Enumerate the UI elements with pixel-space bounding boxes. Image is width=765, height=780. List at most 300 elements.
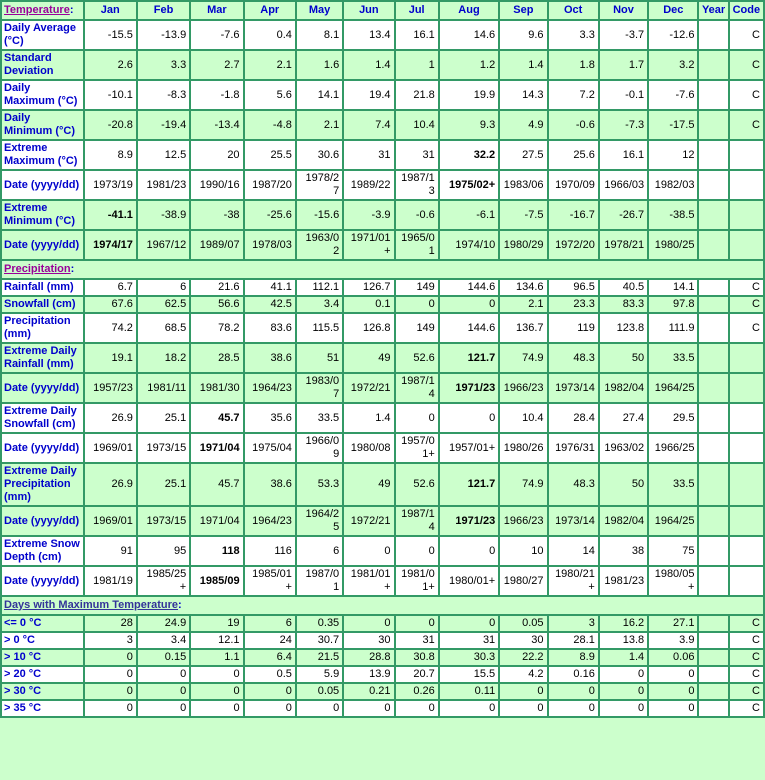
table-row xyxy=(1,632,764,649)
value-cell: 1972/20 xyxy=(548,230,599,260)
value-cell: 1985/09 xyxy=(190,566,243,596)
value-cell: -41.1 xyxy=(84,200,137,230)
value-cell: 6 xyxy=(296,536,343,566)
value-cell: 21.6 xyxy=(190,279,243,296)
year-cell xyxy=(698,20,728,50)
value-cell: 144.6 xyxy=(439,313,499,343)
value-cell: 1964/23 xyxy=(244,373,296,403)
value-cell: 13.4 xyxy=(343,20,394,50)
value-cell: 1978/21 xyxy=(599,230,648,260)
row-label: Precipitation (mm) xyxy=(1,313,84,343)
value-cell: 7.2 xyxy=(548,80,599,110)
column-header-aug: Aug xyxy=(439,1,499,20)
value-cell: 40.5 xyxy=(599,279,648,296)
value-cell: 1981/30 xyxy=(190,373,243,403)
value-cell: 116 xyxy=(244,536,296,566)
value-cell: 24.9 xyxy=(137,615,190,632)
value-cell: 97.8 xyxy=(648,296,698,313)
row-label: Snowfall (cm) xyxy=(1,296,84,313)
value-cell: 0 xyxy=(244,683,296,700)
year-cell xyxy=(698,140,728,170)
value-cell: 30.6 xyxy=(296,140,343,170)
row-label: Daily Maximum (°C) xyxy=(1,80,84,110)
value-cell: 1981/01+ xyxy=(395,566,439,596)
row-label: Extreme Daily Snowfall (cm) xyxy=(1,403,84,433)
code-cell xyxy=(729,463,764,506)
value-cell: 53.3 xyxy=(296,463,343,506)
value-cell: 25.1 xyxy=(137,463,190,506)
value-cell: 0 xyxy=(599,700,648,717)
value-cell: 0.11 xyxy=(439,683,499,700)
table-row xyxy=(1,313,764,343)
value-cell: 83.6 xyxy=(244,313,296,343)
value-cell: 1981/19 xyxy=(84,566,137,596)
value-cell: 9.3 xyxy=(439,110,499,140)
value-cell: 52.6 xyxy=(395,463,439,506)
value-cell: 0 xyxy=(439,296,499,313)
value-cell: 49 xyxy=(343,463,394,506)
row-label: Extreme Minimum (°C) xyxy=(1,200,84,230)
table-row xyxy=(1,50,764,80)
value-cell: -4.8 xyxy=(244,110,296,140)
column-header-mar: Mar xyxy=(190,1,243,20)
value-cell: 50 xyxy=(599,463,648,506)
table-row xyxy=(1,615,764,632)
value-cell: 62.5 xyxy=(137,296,190,313)
value-cell: 1980/08 xyxy=(343,433,394,463)
value-cell: 1985/25+ xyxy=(137,566,190,596)
value-cell: -13.9 xyxy=(137,20,190,50)
table-row xyxy=(1,666,764,683)
code-cell xyxy=(729,200,764,230)
value-cell: 0 xyxy=(439,403,499,433)
value-cell: 95 xyxy=(137,536,190,566)
value-cell: -0.6 xyxy=(395,200,439,230)
value-cell: 29.5 xyxy=(648,403,698,433)
value-cell: 3 xyxy=(84,632,137,649)
row-label: > 30 °C xyxy=(1,683,84,700)
value-cell: 1974/10 xyxy=(439,230,499,260)
value-cell: 45.7 xyxy=(190,403,243,433)
value-cell: 14.3 xyxy=(499,80,547,110)
value-cell: 1980/29 xyxy=(499,230,547,260)
table-row xyxy=(1,170,764,200)
value-cell: 8.9 xyxy=(84,140,137,170)
value-cell: 0 xyxy=(548,700,599,717)
year-cell xyxy=(698,649,728,666)
value-cell: 9.6 xyxy=(499,20,547,50)
value-cell: 3.4 xyxy=(296,296,343,313)
value-cell: 30 xyxy=(343,632,394,649)
value-cell: 1980/01+ xyxy=(439,566,499,596)
value-cell: 14 xyxy=(548,536,599,566)
value-cell: 2.1 xyxy=(296,110,343,140)
column-header-nov: Nov xyxy=(599,1,648,20)
year-cell xyxy=(698,403,728,433)
value-cell: 1.6 xyxy=(296,50,343,80)
value-cell: 1980/27 xyxy=(499,566,547,596)
value-cell: -10.1 xyxy=(84,80,137,110)
value-cell: 52.6 xyxy=(395,343,439,373)
code-cell xyxy=(729,433,764,463)
year-cell xyxy=(698,700,728,717)
code-cell xyxy=(729,566,764,596)
value-cell: 10 xyxy=(499,536,547,566)
value-cell: -8.3 xyxy=(137,80,190,110)
value-cell: 49 xyxy=(343,343,394,373)
column-header-sep: Sep xyxy=(499,1,547,20)
value-cell: -3.7 xyxy=(599,20,648,50)
value-cell: 1.2 xyxy=(439,50,499,80)
value-cell: 75 xyxy=(648,536,698,566)
row-label: Date (yyyy/dd) xyxy=(1,566,84,596)
value-cell: 1981/11 xyxy=(137,373,190,403)
value-cell: 56.6 xyxy=(190,296,243,313)
code-cell xyxy=(729,373,764,403)
value-cell: 0 xyxy=(439,536,499,566)
value-cell: 1969/01 xyxy=(84,433,137,463)
value-cell: 19 xyxy=(190,615,243,632)
code-cell xyxy=(729,403,764,433)
table-row xyxy=(1,403,764,433)
value-cell: -19.4 xyxy=(137,110,190,140)
table-row xyxy=(1,566,764,596)
value-cell: 1975/02+ xyxy=(439,170,499,200)
value-cell: 1989/22 xyxy=(343,170,394,200)
value-cell: 134.6 xyxy=(499,279,547,296)
value-cell: 1971/23 xyxy=(439,506,499,536)
value-cell: 0.35 xyxy=(296,615,343,632)
value-cell: 19.1 xyxy=(84,343,137,373)
value-cell: 45.7 xyxy=(190,463,243,506)
value-cell: 126.7 xyxy=(343,279,394,296)
section-header-cell xyxy=(1,596,764,615)
column-header-code: Code xyxy=(729,1,764,20)
code-cell xyxy=(729,536,764,566)
row-label: Rainfall (mm) xyxy=(1,279,84,296)
value-cell: 25.1 xyxy=(137,403,190,433)
table-row xyxy=(1,683,764,700)
value-cell: 33.5 xyxy=(648,343,698,373)
year-cell xyxy=(698,615,728,632)
value-cell: 4.2 xyxy=(499,666,547,683)
section-link-temperature[interactable]: Temperature xyxy=(4,4,70,16)
value-cell: 20.7 xyxy=(395,666,439,683)
value-cell: 1964/25 xyxy=(296,506,343,536)
value-cell: 0 xyxy=(499,700,547,717)
value-cell: 0.21 xyxy=(343,683,394,700)
row-label: Date (yyyy/dd) xyxy=(1,373,84,403)
code-cell: C xyxy=(729,279,764,296)
value-cell: 0 xyxy=(548,683,599,700)
value-cell: 1.1 xyxy=(190,649,243,666)
value-cell: 1 xyxy=(395,50,439,80)
column-header-dec: Dec xyxy=(648,1,698,20)
code-cell: C xyxy=(729,313,764,343)
year-cell xyxy=(698,313,728,343)
value-cell: 1980/26 xyxy=(499,433,547,463)
value-cell: 0.4 xyxy=(244,20,296,50)
value-cell: 1983/06 xyxy=(499,170,547,200)
value-cell: 13.8 xyxy=(599,632,648,649)
table-row xyxy=(1,343,764,373)
value-cell: 14.1 xyxy=(296,80,343,110)
value-cell: 31 xyxy=(395,632,439,649)
value-cell: 0 xyxy=(190,666,243,683)
row-label: Extreme Daily Rainfall (mm) xyxy=(1,343,84,373)
table-row xyxy=(1,296,764,313)
value-cell: 1972/21 xyxy=(343,506,394,536)
value-cell: 25.6 xyxy=(548,140,599,170)
section-header-cell xyxy=(1,260,764,279)
value-cell: 1981/23 xyxy=(137,170,190,200)
row-label: <= 0 °C xyxy=(1,615,84,632)
value-cell: 0 xyxy=(84,700,137,717)
value-cell: -17.5 xyxy=(648,110,698,140)
value-cell: 28.4 xyxy=(548,403,599,433)
code-cell: C xyxy=(729,296,764,313)
year-cell xyxy=(698,666,728,683)
year-cell xyxy=(698,343,728,373)
value-cell: -15.6 xyxy=(296,200,343,230)
row-label: Date (yyyy/dd) xyxy=(1,230,84,260)
value-cell: -26.7 xyxy=(599,200,648,230)
value-cell: 1976/31 xyxy=(548,433,599,463)
value-cell: 1971/04 xyxy=(190,506,243,536)
column-header-jun: Jun xyxy=(343,1,394,20)
value-cell: 111.9 xyxy=(648,313,698,343)
value-cell: 14.6 xyxy=(439,20,499,50)
value-cell: 8.9 xyxy=(548,649,599,666)
column-header-jul: Jul xyxy=(395,1,439,20)
table-row xyxy=(1,536,764,566)
year-cell xyxy=(698,373,728,403)
value-cell: 3.4 xyxy=(137,632,190,649)
value-cell: 1973/14 xyxy=(548,373,599,403)
table-row xyxy=(1,279,764,296)
value-cell: 0.16 xyxy=(548,666,599,683)
value-cell: 0.1 xyxy=(343,296,394,313)
code-cell: C xyxy=(729,20,764,50)
value-cell: -0.6 xyxy=(548,110,599,140)
value-cell: 27.1 xyxy=(648,615,698,632)
value-cell: 1.8 xyxy=(548,50,599,80)
value-cell: 1981/23 xyxy=(599,566,648,596)
code-cell: C xyxy=(729,80,764,110)
row-label: Extreme Maximum (°C) xyxy=(1,140,84,170)
value-cell: 31 xyxy=(395,140,439,170)
value-cell: 21.8 xyxy=(395,80,439,110)
code-cell xyxy=(729,140,764,170)
value-cell: 1975/04 xyxy=(244,433,296,463)
value-cell: -38 xyxy=(190,200,243,230)
value-cell: 30 xyxy=(499,632,547,649)
value-cell: 0 xyxy=(137,700,190,717)
value-cell: -7.6 xyxy=(190,20,243,50)
value-cell: 48.3 xyxy=(548,343,599,373)
value-cell: 31 xyxy=(343,140,394,170)
table-row xyxy=(1,373,764,403)
value-cell: 28 xyxy=(84,615,137,632)
value-cell: -7.3 xyxy=(599,110,648,140)
value-cell: 30.8 xyxy=(395,649,439,666)
value-cell: -6.1 xyxy=(439,200,499,230)
value-cell: 3 xyxy=(548,615,599,632)
value-cell: 1964/23 xyxy=(244,506,296,536)
value-cell: 19.9 xyxy=(439,80,499,110)
value-cell: 0 xyxy=(244,700,296,717)
row-label: > 35 °C xyxy=(1,700,84,717)
value-cell: 30.3 xyxy=(439,649,499,666)
table-row xyxy=(1,110,764,140)
value-cell: 32.2 xyxy=(439,140,499,170)
value-cell: 0 xyxy=(395,700,439,717)
value-cell: 78.2 xyxy=(190,313,243,343)
value-cell: -12.6 xyxy=(648,20,698,50)
value-cell: 38 xyxy=(599,536,648,566)
value-cell: -0.1 xyxy=(599,80,648,110)
value-cell: 0.15 xyxy=(137,649,190,666)
value-cell: 0.5 xyxy=(244,666,296,683)
value-cell: 10.4 xyxy=(395,110,439,140)
value-cell: 6 xyxy=(244,615,296,632)
column-header-apr: Apr xyxy=(244,1,296,20)
year-cell xyxy=(698,50,728,80)
value-cell: 23.3 xyxy=(548,296,599,313)
value-cell: 1987/14 xyxy=(395,506,439,536)
row-label: Extreme Snow Depth (cm) xyxy=(1,536,84,566)
value-cell: 15.5 xyxy=(439,666,499,683)
value-cell: 0 xyxy=(499,683,547,700)
value-cell: -15.5 xyxy=(84,20,137,50)
value-cell: 0 xyxy=(84,683,137,700)
value-cell: 6.7 xyxy=(84,279,137,296)
value-cell: 149 xyxy=(395,279,439,296)
table-row xyxy=(1,463,764,506)
value-cell: -25.6 xyxy=(244,200,296,230)
row-label: > 0 °C xyxy=(1,632,84,649)
code-cell xyxy=(729,506,764,536)
section-link-days-with-maximum-temperature[interactable]: Days with Maximum Temperature xyxy=(4,599,179,611)
table-header-row xyxy=(1,1,764,20)
code-cell: C xyxy=(729,110,764,140)
value-cell: 12.5 xyxy=(137,140,190,170)
value-cell: 1987/13 xyxy=(395,170,439,200)
value-cell: 1971/04 xyxy=(190,433,243,463)
value-cell: 118 xyxy=(190,536,243,566)
year-cell xyxy=(698,279,728,296)
value-cell: 67.6 xyxy=(84,296,137,313)
year-cell xyxy=(698,170,728,200)
value-cell: 3.9 xyxy=(648,632,698,649)
value-cell: 1981/01+ xyxy=(343,566,394,596)
row-label: Daily Average (°C) xyxy=(1,20,84,50)
code-cell: C xyxy=(729,700,764,717)
value-cell: 1964/25 xyxy=(648,506,698,536)
value-cell: 13.9 xyxy=(343,666,394,683)
value-cell: 26.9 xyxy=(84,403,137,433)
value-cell: 0 xyxy=(395,403,439,433)
value-cell: 112.1 xyxy=(296,279,343,296)
value-cell: -7.5 xyxy=(499,200,547,230)
value-cell: 1982/03 xyxy=(648,170,698,200)
table-row xyxy=(1,649,764,666)
section-link-precipitation[interactable]: Precipitation xyxy=(4,263,71,275)
year-cell xyxy=(698,463,728,506)
column-header-may: May xyxy=(296,1,343,20)
value-cell: 74.2 xyxy=(84,313,137,343)
year-cell xyxy=(698,566,728,596)
value-cell: 6.4 xyxy=(244,649,296,666)
value-cell: 1964/25 xyxy=(648,373,698,403)
value-cell: 3.2 xyxy=(648,50,698,80)
value-cell: -20.8 xyxy=(84,110,137,140)
column-header-oct: Oct xyxy=(548,1,599,20)
temperature-header-cell xyxy=(1,1,84,20)
row-label: Extreme Daily Precipitation (mm) xyxy=(1,463,84,506)
value-cell: 19.4 xyxy=(343,80,394,110)
value-cell: 1980/25 xyxy=(648,230,698,260)
value-cell: 48.3 xyxy=(548,463,599,506)
value-cell: 12.1 xyxy=(190,632,243,649)
value-cell: 1982/04 xyxy=(599,373,648,403)
value-cell: 0 xyxy=(190,683,243,700)
value-cell: 1974/17 xyxy=(84,230,137,260)
value-cell: 1971/23 xyxy=(439,373,499,403)
value-cell: 1973/15 xyxy=(137,433,190,463)
value-cell: -7.6 xyxy=(648,80,698,110)
value-cell: 0 xyxy=(343,700,394,717)
table-row xyxy=(1,506,764,536)
value-cell: 8.1 xyxy=(296,20,343,50)
year-cell xyxy=(698,632,728,649)
value-cell: 1983/07 xyxy=(296,373,343,403)
value-cell: 1.4 xyxy=(343,50,394,80)
value-cell: 16.1 xyxy=(395,20,439,50)
value-cell: 115.5 xyxy=(296,313,343,343)
value-cell: -38.5 xyxy=(648,200,698,230)
value-cell: 1973/19 xyxy=(84,170,137,200)
value-cell: 121.7 xyxy=(439,463,499,506)
value-cell: 144.6 xyxy=(439,279,499,296)
value-cell: 0 xyxy=(343,536,394,566)
value-cell: 0 xyxy=(343,615,394,632)
value-cell: 30.7 xyxy=(296,632,343,649)
value-cell: 0 xyxy=(395,536,439,566)
value-cell: 0 xyxy=(648,666,698,683)
table-row xyxy=(1,20,764,50)
value-cell: 126.8 xyxy=(343,313,394,343)
table-row xyxy=(1,80,764,110)
value-cell: 1987/20 xyxy=(244,170,296,200)
value-cell: 1965/01 xyxy=(395,230,439,260)
code-cell: C xyxy=(729,615,764,632)
value-cell: 119 xyxy=(548,313,599,343)
column-header-feb: Feb xyxy=(137,1,190,20)
value-cell: 3.3 xyxy=(137,50,190,80)
section-colon: : xyxy=(69,4,74,16)
year-cell xyxy=(698,296,728,313)
year-cell xyxy=(698,506,728,536)
column-header-year: Year xyxy=(698,1,728,20)
value-cell: 26.9 xyxy=(84,463,137,506)
value-cell: 1982/04 xyxy=(599,506,648,536)
value-cell: 0.06 xyxy=(648,649,698,666)
value-cell: 1990/16 xyxy=(190,170,243,200)
value-cell: 35.6 xyxy=(244,403,296,433)
value-cell: 1969/01 xyxy=(84,506,137,536)
year-cell xyxy=(698,536,728,566)
